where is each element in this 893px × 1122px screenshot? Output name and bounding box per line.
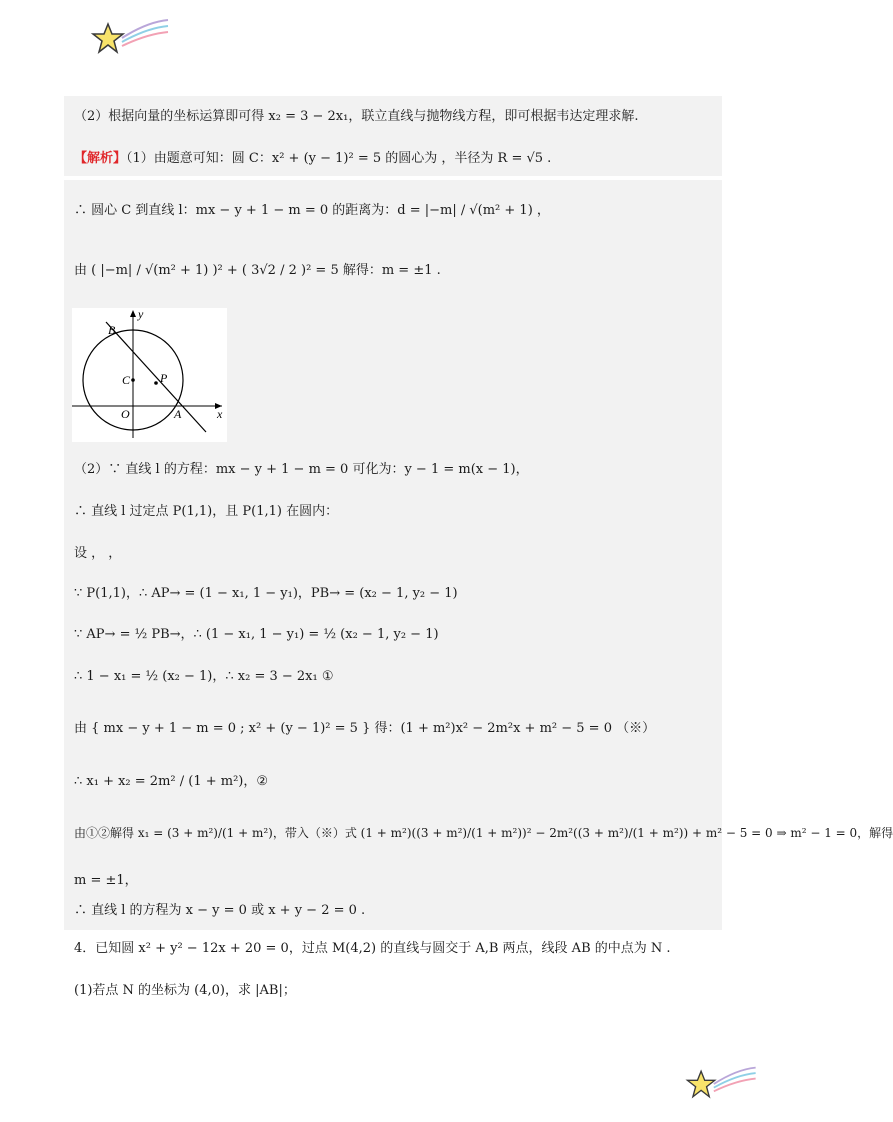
label-c: C: [122, 373, 131, 387]
label-o: O: [121, 407, 130, 421]
part2-line: （2）∵ 直线 l 的方程：mx − y + 1 − m = 0 可化为：y − 1 = m(x − 1)，: [74, 462, 529, 477]
solve-m-line: 由 ( |−m| / √(m² + 1) )² + ( 3√2 / 2 )² = 5 解得：m = ±1 .: [74, 263, 441, 278]
let-line: 设 ， ，: [74, 546, 122, 561]
analysis-tag: 【解析】: [74, 151, 127, 166]
shooting-star-icon: [92, 16, 170, 60]
label-b: B: [108, 323, 116, 337]
vector-line: ∵ P(1,1)，∴ AP→ = (1 − x₁, 1 − y₁)，PB→ = (x₂ − 1, y₂ − 1): [74, 586, 458, 601]
solution-body-box: [64, 180, 722, 930]
question-4-line: 4．已知圆 x² + y² − 12x + 20 = 0，过点 M(4,2) 的直线与圆交于 A,B 两点，线段 AB 的中点为 N .: [74, 941, 671, 956]
y-arrow-icon: [130, 310, 136, 317]
m-value-line: m = ±1，: [74, 873, 138, 888]
question-4-part1-line: (1)若点 N 的坐标为 (4,0)，求 |AB|；: [74, 983, 296, 998]
distance-line: ∴ 圆心 C 到直线 l：mx − y + 1 − m = 0 的距离为：d = |−m| / √(m² + 1) ，: [74, 203, 550, 218]
hint-line: （2）根据向量的坐标运算即可得 x₂ = 3 − 2x₁，联立直线与抛物线方程，即可根据韦达定理求解.: [74, 109, 639, 124]
equation-two-line: ∴ x₁ + x₂ = 2m² / (1 + m²)，②: [74, 774, 269, 789]
conclusion-line: ∴ 直线 l 的方程为 x − y = 0 或 x + y − 2 = 0 .: [74, 903, 366, 918]
solution-part1-text: （1）由题意可知：圆 C：x² + (y − 1)² = 5 的圆心为 ，半径为 R = √5 .: [126, 151, 552, 166]
fixed-point-line: ∴ 直线 l 过定点 P(1,1)，且 P(1,1) 在圆内：: [74, 504, 339, 519]
circle-line-figure: [72, 308, 227, 442]
figure-svg: [72, 308, 227, 442]
center-point: [131, 378, 135, 382]
system-line: 由 { mx − y + 1 − m = 0 ; x² + (y − 1)² = 5 } 得：(1 + m²)x² − 2m²x + m² − 5 = 0 （※）: [74, 721, 656, 736]
vector-relation-line: ∵ AP→ = ½ PB→，∴ (1 − x₁, 1 − y₁) = ½ (x₂ − 1, y₂ − 1): [74, 627, 439, 642]
solution-header-line: [74, 150, 551, 168]
label-p: P: [160, 371, 168, 385]
label-x: x: [217, 407, 223, 421]
point-p: [154, 381, 158, 385]
equation-one-line: ∴ 1 − x₁ = ½ (x₂ − 1)，∴ x₂ = 3 − 2x₁ ①: [74, 669, 334, 684]
substitution-line: 由①②解得 x₁ = (3 + m²)/(1 + m²)，带入（※）式 (1 + m²)((3 + m²)/(1 + m²))² − 2m²((3 + m²)/(1 + m²)) + m² − 5 = 0 ⇒ m² − 1 = 0，解得: [74, 826, 893, 840]
label-y: y: [138, 307, 144, 321]
shooting-star-icon: [686, 1064, 758, 1104]
label-a: A: [174, 407, 182, 421]
